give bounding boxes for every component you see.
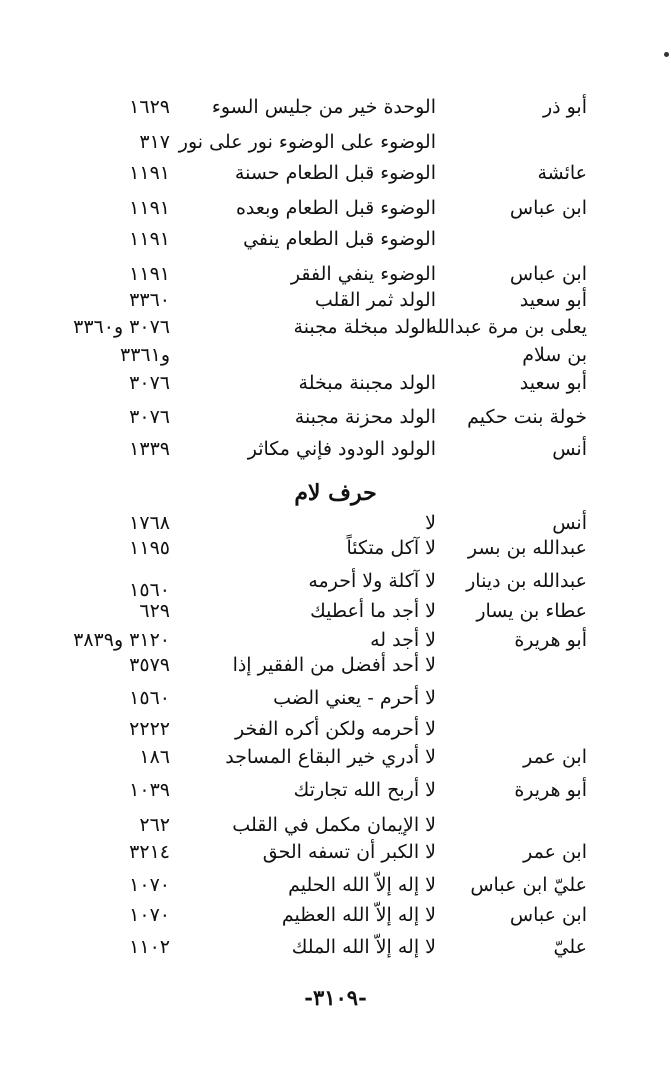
hadith-text: لا أحد أفضل من الفقير إذا	[232, 654, 436, 676]
hadith-text: لا الكبر أن تسفه الحق	[262, 841, 436, 863]
hadith-text: الولد محزنة مجبنة	[294, 406, 436, 428]
reference-number: ١١٩١	[129, 263, 170, 285]
reference-number: ٣٠٧٦	[129, 372, 170, 394]
hadith-text: لا أحرم - يعني الضب	[273, 687, 436, 709]
hadith-text: لا آكل متكئاً	[346, 537, 436, 559]
narrator: أبو سعيد	[519, 289, 587, 311]
hadith-text: الولد ثمر القلب	[314, 289, 436, 311]
hadith-text: الوضوء قبل الطعام وبعده	[235, 197, 436, 219]
reference-number: ١٧٦٨	[129, 512, 170, 534]
narrator: ابن عمر	[523, 746, 587, 768]
index-row	[0, 533, 671, 563]
reference-number: ٣١٧	[139, 131, 170, 153]
index-row	[0, 596, 671, 626]
hadith-text: لا	[425, 512, 436, 534]
narrator: عليّ ابن عباس	[470, 874, 587, 896]
narrator: أبو هريرة	[514, 779, 587, 801]
hadith-text: لا إله إلاّ الله العظيم	[281, 904, 436, 926]
hadith-text: الوضوء قبل الطعام ينفي	[243, 228, 436, 250]
index-row	[0, 742, 671, 772]
narrator: ابن عباس	[509, 263, 587, 285]
index-row	[0, 368, 671, 398]
hadith-text: لا أربح الله تجارتك	[293, 779, 436, 801]
hadith-text: لا إله إلاّ الله الملك	[291, 936, 436, 958]
index-row	[0, 193, 671, 223]
narrator: عليّ	[553, 936, 587, 958]
narrator: ابن عمر	[523, 841, 587, 863]
narrator: أنس	[552, 438, 587, 460]
narrator: أنس	[552, 512, 587, 534]
hadith-text: لا أحرمه ولكن أكره الفخر	[235, 718, 436, 740]
hadith-text: الوحدة خير من جليس السوء	[211, 96, 436, 118]
reference-number: ١١٩٥	[129, 537, 170, 559]
index-row	[0, 900, 671, 930]
reference-number: ٣٥٧٩	[129, 654, 170, 676]
index-row	[0, 340, 671, 370]
hadith-text: الولود الودود فإني مكاثر	[247, 438, 436, 460]
index-row	[0, 775, 671, 805]
narrator: خولة بنت حكيم	[467, 406, 587, 428]
reference-number: ٦٢٩	[139, 600, 170, 622]
reference-number: ٢٦٢	[139, 814, 170, 836]
hadith-text: لا أدري خير البقاع المساجد	[225, 746, 436, 768]
reference-number: ١١٠٢	[129, 936, 170, 958]
reference-number: ٣٢١٤	[129, 841, 170, 863]
narrator: ابن عباس	[509, 904, 587, 926]
hadith-text: الوضوء على الوضوء نور على نور	[178, 131, 436, 153]
narrator: أبو ذر	[542, 96, 587, 118]
index-row	[0, 285, 671, 315]
narrator: بن سلام	[522, 344, 587, 366]
narrator: عائشة	[537, 162, 587, 184]
hadith-text: لا الإيمان مكمل في القلب	[232, 814, 436, 836]
index-row	[0, 158, 671, 188]
reference-number: و٣٣٦١	[119, 344, 170, 366]
hadith-text: لا آكلة ولا أحرمه	[308, 570, 436, 592]
index-row	[0, 714, 671, 744]
reference-number: ١٦٢٩	[129, 96, 170, 118]
narrator: عبدالله بن بسر	[467, 537, 587, 559]
reference-number: ٣٣٦٠	[129, 289, 170, 311]
narrator: يعلى بن مرة عبدالله	[427, 316, 587, 338]
reference-number: ٣٠٧٦ و٣٣٦٠	[73, 316, 170, 338]
page-number: -٣١٠٩-	[304, 985, 367, 1010]
index-row	[0, 837, 671, 867]
reference-number: ١٠٧٠	[129, 874, 170, 896]
index-row	[0, 683, 671, 713]
index-row	[0, 870, 671, 900]
reference-number: ١٥٦٠	[129, 579, 170, 601]
index-row	[0, 566, 671, 601]
hadith-text: الولد مبخلة مجبنة	[293, 316, 431, 338]
reference-number: ١٥٦٠	[129, 687, 170, 709]
index-row	[0, 810, 671, 840]
index-row	[0, 402, 671, 432]
reference-number: ١١٩١	[129, 162, 170, 184]
hadith-text: لا أجد له	[370, 629, 436, 651]
hadith-text: لا إله إلاّ الله الحليم	[288, 874, 436, 896]
reference-number: ١٠٧٠	[129, 904, 170, 926]
reference-number: ١١٩١	[129, 228, 170, 250]
hadith-text: الولد مجبنة مبخلة	[298, 372, 436, 394]
reference-number: ٣٠٧٦	[129, 406, 170, 428]
narrator: عطاء بن يسار	[476, 600, 587, 622]
hadith-text: الوضوء قبل الطعام حسنة	[234, 162, 436, 184]
narrator: عبدالله بن دينار	[466, 570, 587, 592]
index-row	[0, 434, 671, 464]
reference-number: ٢٢٢٢	[129, 718, 170, 740]
margin-dot	[664, 52, 669, 57]
narrator: أبو هريرة	[514, 629, 587, 651]
index-row	[0, 312, 671, 342]
index-row	[0, 224, 671, 254]
index-row	[0, 127, 671, 157]
index-row	[0, 932, 671, 962]
narrator: ابن عباس	[509, 197, 587, 219]
reference-number: ١١٩١	[129, 197, 170, 219]
section-heading: حرف لام	[294, 480, 377, 506]
reference-number: ١٨٦	[139, 746, 170, 768]
narrator: أبو سعيد	[519, 372, 587, 394]
hadith-text: الوضوء ينفي الفقر	[290, 263, 436, 285]
reference-number: ١٣٣٩	[129, 438, 170, 460]
reference-number: ٣١٢٠ و٣٨٣٩	[73, 629, 170, 651]
index-row	[0, 650, 671, 680]
reference-number: ١٠٣٩	[129, 779, 170, 801]
index-row	[0, 92, 671, 122]
hadith-text: لا أجد ما أعطيك	[310, 600, 436, 622]
